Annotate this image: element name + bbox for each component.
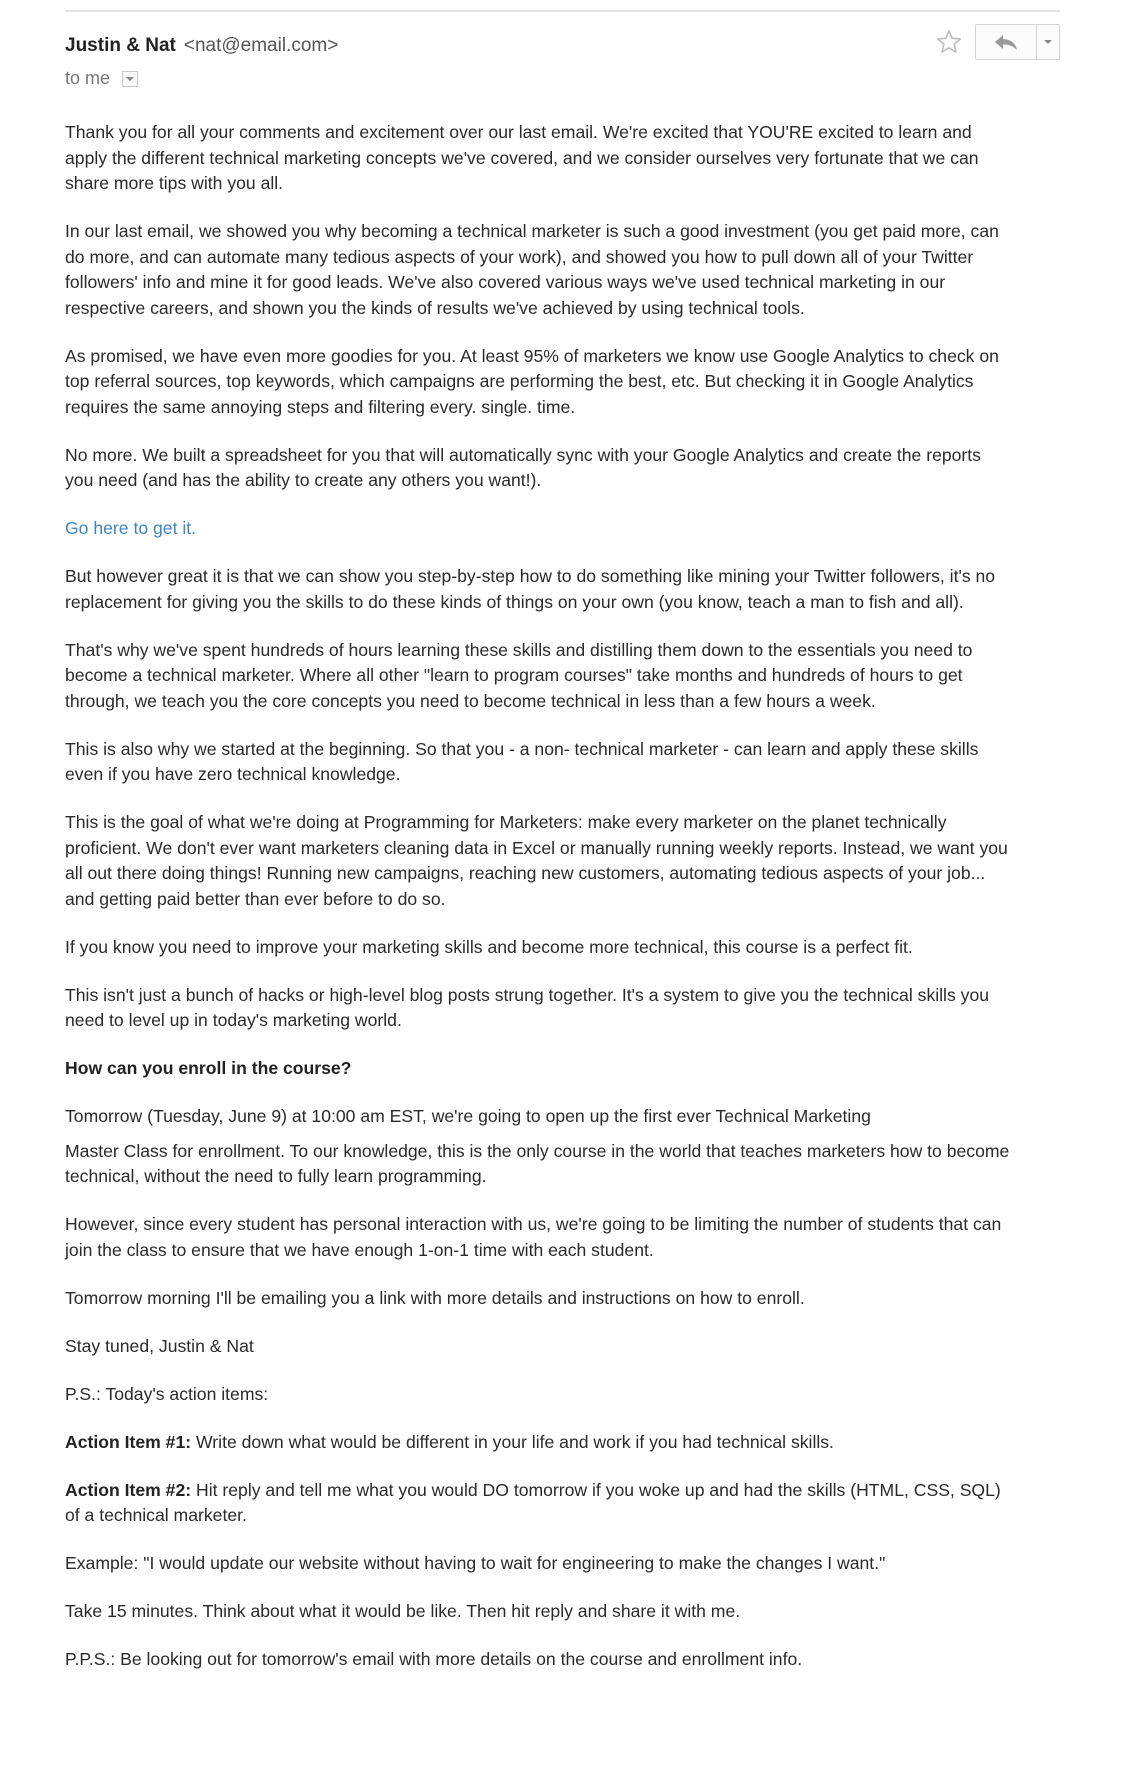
postscript: P.S.: Today's action items:	[65, 1383, 269, 1404]
reply-button-group	[975, 24, 1060, 60]
body-paragraph: Take 15 minutes. Think about what it would be like. Then hit reply and share it with me.	[65, 1601, 741, 1621]
sender-line	[65, 34, 338, 58]
body-paragraph: Master Class for enrollment. To our knowledge, this is the only course in the world that teaches marketers how to become technical, without the need to fully learn programming.	[65, 1140, 1010, 1186]
sender-name[interactable]: Justin & Nat	[65, 35, 176, 56]
body-paragraph: As promised, we have even more goodies for you. At least 95% of marketers we know use Google Analytics to check on top referral sources, top keywords, which campaigns are performing the best, etc. But checking it in Google Analytics requires the same annoying steps and filtering every. single. time.	[65, 345, 999, 417]
body-paragraph: Tomorrow morning I'll be emailing you a link with more details and instructions on how to enroll.	[65, 1287, 805, 1308]
chevron-down-icon	[125, 76, 135, 82]
show-details-button[interactable]	[122, 71, 138, 87]
post-postscript: P.P.S.: Be looking out for tomorrow's email with more details on the course and enrollment info.	[65, 1649, 803, 1669]
action-item-2-text: Hit reply and tell me what you would DO tomorrow if you woke up and had the skills (HTML, CSS, SQL) of a technical marketer.	[65, 1479, 1001, 1525]
reply-arrow-icon	[993, 33, 1019, 51]
body-paragraph: Example: "I would update our website without having to wait for engineering to make the changes I want."	[65, 1553, 886, 1573]
recipient-label: to me	[65, 68, 111, 88]
recipient-line	[65, 68, 138, 89]
body-paragraph: However, since every student has personal interaction with us, we're going to be limiting the number of students that can join the class to ensure that we have enough 1-on-1 time with each student.	[65, 1214, 1002, 1260]
message-actions	[935, 24, 1060, 60]
email-header	[65, 22, 1060, 102]
chevron-down-icon	[1043, 39, 1053, 45]
body-paragraph: This is the goal of what we're doing at Programming for Marketers: make every marketer on the planet technically proficient. We don't ever want marketers cleaning data in Excel or manually running weekly reports. Instead, we want you all out there doing things! Running new campaigns, reaching new customers, automating tedious aspects of your job... and getting paid better than ever before to do so.	[65, 812, 1008, 909]
action-item-2	[65, 1478, 1010, 1529]
email-body	[65, 120, 1010, 1695]
body-paragraph: No more. We built a spreadsheet for you that will automatically sync with your Google Analytics and create the reports you need (and has the ability to create any others you want!).	[65, 444, 981, 490]
body-paragraph: This is also why we started at the beginning. So that you - a non- technical marketer - can learn and apply these skills even if you have zero technical knowledge.	[65, 738, 979, 784]
link-paragraph	[65, 516, 1010, 542]
reply-button[interactable]	[976, 25, 1036, 59]
section-heading	[65, 1056, 1010, 1082]
body-paragraph: This isn't just a bunch of hacks or high-level blog posts strung together. It's a system to give you the technical skills you need to level up in today's marketing world.	[65, 984, 990, 1030]
body-paragraph: If you know you need to improve your marketing skills and become more technical, this course is a perfect fit.	[65, 936, 913, 957]
signoff: Stay tuned, Justin & Nat	[65, 1335, 254, 1356]
star-outline-icon	[935, 28, 963, 56]
action-item-1	[65, 1430, 1010, 1456]
action-item-1-text: Write down what would be different in your life and work if you had technical skills.	[191, 1431, 834, 1452]
sender-email[interactable]: <nat@email.com>	[183, 35, 339, 56]
body-paragraph: But however great it is that we can show you step-by-step how to do something like mining your Twitter followers, it's no replacement for giving you the skills to do these kinds of things on your own (you know, teach a man to fish and all).	[65, 566, 996, 612]
top-divider	[65, 10, 1060, 12]
enroll-heading: How can you enroll in the course?	[65, 1058, 352, 1078]
action-item-2-label: Action Item #2:	[65, 1479, 192, 1500]
star-button[interactable]	[935, 28, 963, 56]
body-paragraph: Tomorrow (Tuesday, June 9) at 10:00 am EST, we're going to open up the first ever Technical Marketing	[65, 1106, 871, 1126]
body-paragraph: In our last email, we showed you why becoming a technical marketer is such a good investment (you get paid more, can do more, and can automate many tedious aspects of your work), and showed you how to pull down all of your Twitter followers' info and mine it for good leads. We've also covered various ways we've used technical marketing in our respective careers, and shown you the kinds of results we've achieved by using technical tools.	[65, 221, 999, 318]
action-item-1-label: Action Item #1:	[65, 1431, 192, 1452]
more-options-button[interactable]	[1036, 25, 1059, 59]
body-paragraph: That's why we've spent hundreds of hours learning these skills and distilling them down to the essentials you need to become a technical marketer. Where all other "learn to program courses" take months and hundreds of hours to get through, we teach you the core concepts you need to become technical in less than a few hours a week.	[65, 639, 973, 711]
get-spreadsheet-link[interactable]: Go here to get it.	[65, 518, 197, 538]
body-paragraph: Thank you for all your comments and excitement over our last email. We're excited that YOU'RE excited to learn and apply the different technical marketing concepts we've covered, and we consider ourselves very fortunate that we can share more tips with you all.	[65, 122, 979, 193]
